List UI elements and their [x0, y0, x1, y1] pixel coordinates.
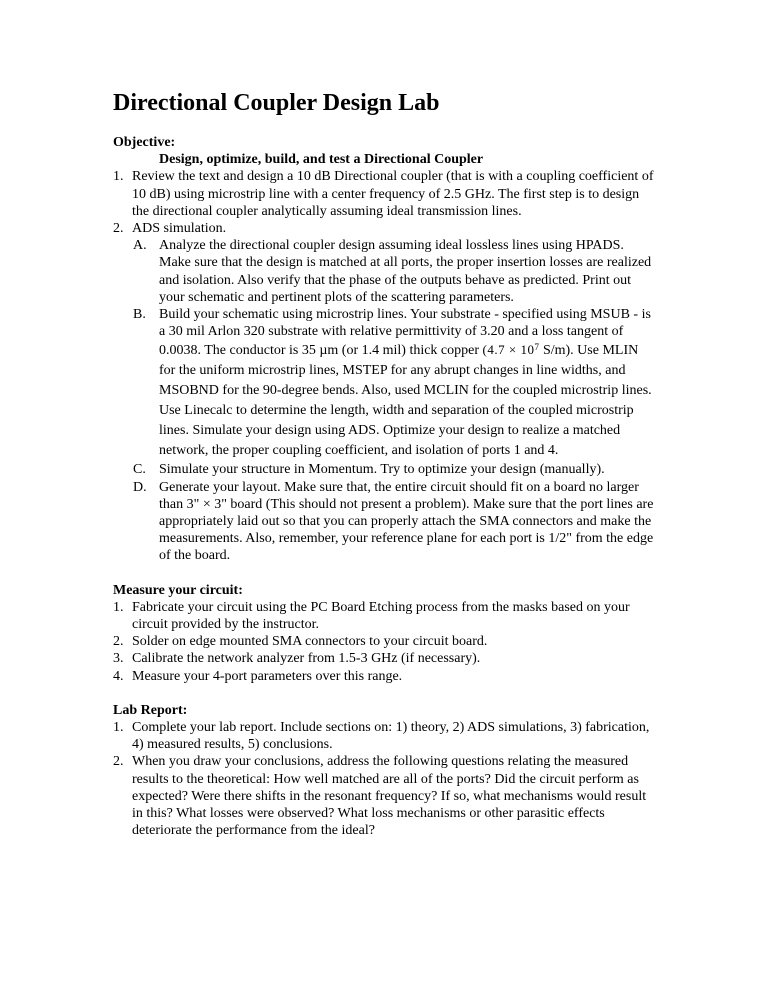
page-title: Directional Coupler Design Lab	[113, 90, 440, 116]
list-letter: C.	[133, 462, 146, 478]
conductivity-exponent: 7	[534, 342, 540, 353]
list-item-text: Review the text and design a 10 dB Directional coupler (that is with a coupling coefficient of 10 dB) using microstrip line with a center frequency of 2.5 GHz. The first step is to design the directional coupler analytically assuming ideal transmission lines.	[132, 169, 654, 219]
measure-item-3	[113, 650, 658, 667]
measure-item-4	[113, 668, 658, 685]
list-number: 1.	[113, 599, 124, 615]
list-item-text: When you draw your conclusions, address the following questions relating the measured results to the theoretical: How well matched are all of the ports? Did the circuit perform as expected? Were there shifts in the resonant frequency? If so, what mechanisms would result in this? What losses were observed? What loss mechanisms or other parasitic effects deteriorate the performance from the ideal?	[132, 754, 647, 839]
list-letter: B.	[133, 307, 146, 323]
list-number: 2.	[113, 221, 124, 237]
conductivity-value	[483, 342, 540, 357]
list-item-text: ADS simulation.	[132, 221, 227, 237]
list-item-text: Generate your layout. Make sure that, the entire circuit should fit on a board no larger than 3" × 3" board (This should not present a problem). Make sure that the port lines are appropriately laid out so that you can properly attach the SMA connectors and make the measurements. Also, remember, your reference plane for each port is 1/2" from the edge of the board.	[159, 479, 654, 564]
list-number: 2.	[113, 754, 124, 770]
objective-heading: Objective:	[113, 135, 176, 150]
report-list	[113, 719, 658, 839]
conductivity-base: (4.7 × 10	[482, 342, 535, 358]
objective-list	[113, 168, 658, 564]
objective-subheading: Design, optimize, build, and test a Directional Coupler	[159, 152, 484, 168]
section-spacer	[113, 685, 658, 702]
list-number: 4.	[113, 668, 124, 684]
measure-item-2	[113, 633, 658, 650]
objective-subitem-b	[113, 306, 658, 461]
objective-item-2	[113, 220, 658, 237]
measure-list	[113, 599, 658, 685]
list-number: 1.	[113, 169, 124, 185]
objective-subitem-a	[113, 237, 658, 306]
objective-section	[113, 134, 658, 565]
list-number: 3.	[113, 651, 124, 667]
report-item-1	[113, 719, 658, 753]
report-heading: Lab Report:	[113, 702, 188, 718]
list-item-text: Measure your 4-port parameters over this range.	[132, 668, 403, 684]
list-number: 2.	[113, 634, 124, 650]
list-item-text: Analyze the directional coupler design assuming ideal lossless lines using HPADS. Make sure that the design is matched at all ports, the proper insertion losses are realized and isolation. Also verify that the phase of the outputs behave as predicted. Print out your schematic and pertinent plots of the scattering parameters.	[159, 238, 652, 305]
list-item-text: Solder on edge mounted SMA connectors to your circuit board.	[132, 634, 488, 650]
section-spacer	[113, 565, 658, 582]
list-item-text: Build your schematic using microstrip lines. Your substrate - specified using MSUB - is a 30 mil Arlon 320 substrate with relative permittivity of 3.20 and a loss tangent of 0.0038. The conductor is 35 µm (or 1.4 mil) thick copper	[159, 307, 651, 359]
objective-item-1	[113, 168, 658, 220]
list-letter: A.	[133, 238, 147, 254]
measure-heading: Measure your circuit:	[113, 582, 243, 598]
list-number: 1.	[113, 720, 124, 736]
measure-section	[113, 582, 658, 685]
list-item-text: Simulate your structure in Momentum. Try to optimize your design (manually).	[159, 462, 605, 478]
report-item-2	[113, 753, 658, 839]
measure-item-1	[113, 599, 658, 633]
report-section	[113, 702, 658, 840]
list-item-text: Calibrate the network analyzer from 1.5-3 GHz (if necessary).	[132, 651, 481, 667]
objective-subitem-d	[113, 479, 658, 565]
list-item-text: Complete your lab report. Include sections on: 1) theory, 2) ADS simulations, 3) fabrication, 4) measured results, 5) conclusions.	[132, 720, 650, 753]
list-item-text-continued: S/m). Use MLIN for the uniform microstrip lines, MSTEP for any abrupt changes in line widths, and MSOBND for the 90-degree bends. Also, used MCLIN for the coupled microstrip lines. Use Linecalc to determine the length, width and separation of the coupled microstrip lines. Simulate your design using ADS. Optimize your design to realize a matched network, the proper coupling coefficient, and isolation of ports 1 and 4.	[159, 343, 652, 459]
document-body	[113, 134, 658, 840]
list-item-text: Fabricate your circuit using the PC Board Etching process from the masks based on your circuit provided by the instructor.	[132, 599, 630, 633]
objective-subitem-c	[113, 461, 658, 478]
list-letter: D.	[133, 479, 147, 495]
